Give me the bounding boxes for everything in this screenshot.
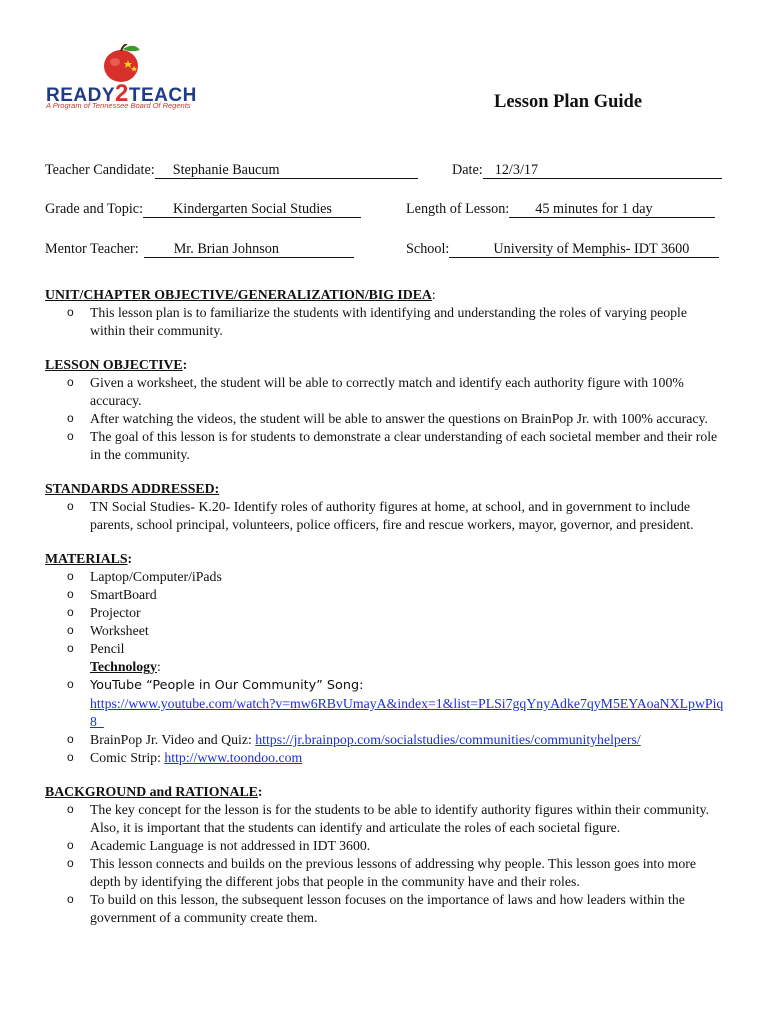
list-item: o Projector [45,604,725,622]
grade-label: Grade and Topic: [45,201,144,217]
teacher-label: Teacher Candidate: [45,162,155,178]
logo-tagline: A Program of Tennessee Board Of Regents [46,101,191,110]
section-heading: UNIT/CHAPTER OBJECTIVE/GENERALIZATION/BIG IDEA [45,287,432,302]
brainpop-label: BrainPop Jr. Video and Quiz: [90,732,256,747]
comic-link[interactable]: http://www.toondoo.com [164,750,303,765]
date-field [452,161,722,179]
list-item: o The key concept for the lesson is for the students to be able to identify authority figures within their community. Also, it is important that the students can identify and articulate the roles of each societal figure. [45,801,725,837]
grade-value: Kindergarten Social Studies [143,202,361,218]
length-label: Length of Lesson: [406,201,510,217]
page-title: Lesson Plan Guide [494,92,643,112]
school-field [406,240,719,258]
school-value: University of Memphis- IDT 3600 [449,242,719,258]
list-item: o This lesson connects and builds on the previous lessons of addressing why people. This lesson goes into more depth by identifying the different jobs that people in the community have and their roles. [45,855,725,891]
date-value: 12/3/17 [483,163,722,179]
list-item: o To build on this lesson, the subsequent lesson focuses on the importance of laws and how leaders within the government of a community create them. [45,891,725,927]
lesson-objective-section: LESSON OBJECTIVE: o Given a worksheet, the student will be able to correctly match and identify each authority figure with 100% accuracy. o After watching the videos, the student will be able to answer the questions on BrainPop Jr. with 100% accuracy. o The goal of this lesson is for students to demonstrate a clear understanding of each societal member and their role in the community. [45,356,725,464]
list-item: o The goal of this lesson is for students to demonstrate a clear understanding of each societal member and their role in the community. [45,428,725,464]
list-item: o Academic Language is not addressed in IDT 3600. [45,837,725,855]
mentor-value: Mr. Brian Johnson [144,242,354,258]
section-heading: STANDARDS ADDRESSED: [45,481,220,496]
brainpop-link[interactable]: https://jr.brainpop.com/socialstudies/communities/communityhelpers/ [255,732,641,747]
standards-section [45,480,725,534]
list-item: o Worksheet [45,622,725,640]
mentor-field [45,240,354,258]
list-item: o Pencil [45,640,725,658]
lesson-content [45,286,725,927]
teacher-field [45,161,418,179]
youtube-label: YouTube “People in Our Community” Song: [90,678,364,693]
section-heading: LESSON OBJECTIVE [45,357,183,372]
background-section: BACKGROUND and RATIONALE: o The key concept for the lesson is for the students to be able to identify authority figures within their community. Also, it is important that the students can identify and articulate the roles of each societal figure. o Academic Language is not addressed in IDT 3600. o This lesson connects and builds on the previous lessons of addressing why people. This lesson goes into more depth by identifying the different jobs that people in the community have and their roles. o To build on this lesson, the subsequent lesson focuses on the importance of laws and how leaders within the government of a community create them. [45,783,725,927]
comic-item [45,749,725,767]
list-item: o Laptop/Computer/iPads [45,568,725,586]
list-item: o Given a worksheet, the student will be able to correctly match and identify each authority figure with 100% accuracy. [45,374,725,410]
teacher-value: Stephanie Baucum [155,163,418,179]
section-heading: MATERIALS [45,551,128,566]
length-value: 45 minutes for 1 day [509,202,715,218]
mentor-label: Mentor Teacher: [45,241,139,257]
youtube-link[interactable]: https://www.youtube.com/watch?v=mw6RBvUmayA&index=1&list=PLSi7gqYnyAdke7qyM5EYAoaNXLpwPiq8_ [90,696,724,729]
date-label: Date: [452,162,483,178]
logo-wordmark: READY2TEACH [46,80,197,107]
list-item: o TN Social Studies- K.20- Identify roles of authority figures at home, at school, and in government to include parents, school principal, volunteers, police officers, fire and rescue workers, mayor, governor, and president. [45,498,725,534]
length-field [406,200,715,218]
comic-label: Comic Strip: [90,750,165,765]
list-item: o This lesson plan is to familiarize the students with identifying and understanding the roles of varying people within their community. [45,304,725,340]
technology-heading: Technology: [90,659,161,674]
list-item: o SmartBoard [45,586,725,604]
list-item: o After watching the videos, the student will be able to answer the questions on BrainPop Jr. with 100% accuracy. [45,410,725,428]
grade-field [45,200,361,218]
youtube-item [45,676,725,731]
materials-section: MATERIALS: o Laptop/Computer/iPads o SmartBoard o Projector o Worksheet o Pencil Technology: o YouTube “People in Our Community” Song: https://www.youtube.com/watch?v=mw6RBvUmayA&index=1&list=PLSi7gqYnyAdke7qyM5EYAoaNXLpwPiq8_ o BrainPop Jr. Video and Quiz: https://jr.brainpop.com/socialstudies/communities/communityhelpers/ o Comic Strip: http://www.toondoo.com [45,550,725,767]
brainpop-item [45,731,725,749]
school-label: School: [406,241,450,257]
section-heading: BACKGROUND and RATIONALE [45,784,258,799]
unit-objective-section: UNIT/CHAPTER OBJECTIVE/GENERALIZATION/BIG IDEA: o This lesson plan is to familiarize the students with identifying and understanding the roles of varying people within their community. [45,286,725,340]
